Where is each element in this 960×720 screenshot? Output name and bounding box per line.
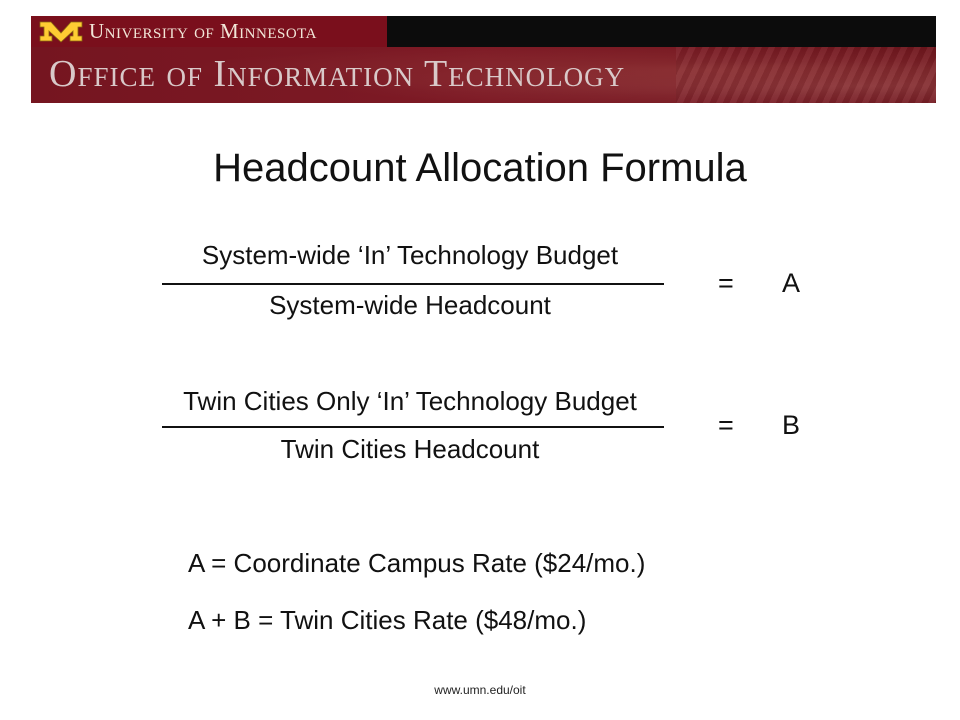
formula-a-fraction-bar [162,283,664,285]
university-wordmark-box [31,16,387,47]
coordinate-campus-rate: A = Coordinate Campus Rate ($24/mo.) [188,548,646,578]
banner-black-bar [387,16,936,47]
slide-title: Headcount Allocation Formula [213,146,747,190]
banner-title-row [31,47,936,103]
block-m-logo-icon [39,20,83,43]
formula-b-denominator: Twin Cities Headcount [280,434,540,464]
banner-top-row [31,16,936,47]
formula-b-equals: = [718,410,734,440]
header-banner [31,16,936,103]
formula-a-result: A [782,268,801,298]
formula-b-numerator: Twin Cities Only ‘In’ Technology Budget [183,386,637,416]
formula-a-equals: = [718,268,734,298]
twin-cities-rate: A + B = Twin Cities Rate ($48/mo.) [188,605,587,635]
formula-b-result: B [782,410,801,440]
university-name: University of Minnesota [89,19,317,43]
formula-a-numerator: System-wide ‘In’ Technology Budget [201,240,619,270]
formula-b-fraction-bar [162,426,664,428]
footer-url: www.umn.edu/oit [434,683,526,697]
office-title: Office of Information Technology [49,53,626,95]
banner-photo-texture [676,47,936,103]
formula-a-denominator: System-wide Headcount [269,290,551,320]
